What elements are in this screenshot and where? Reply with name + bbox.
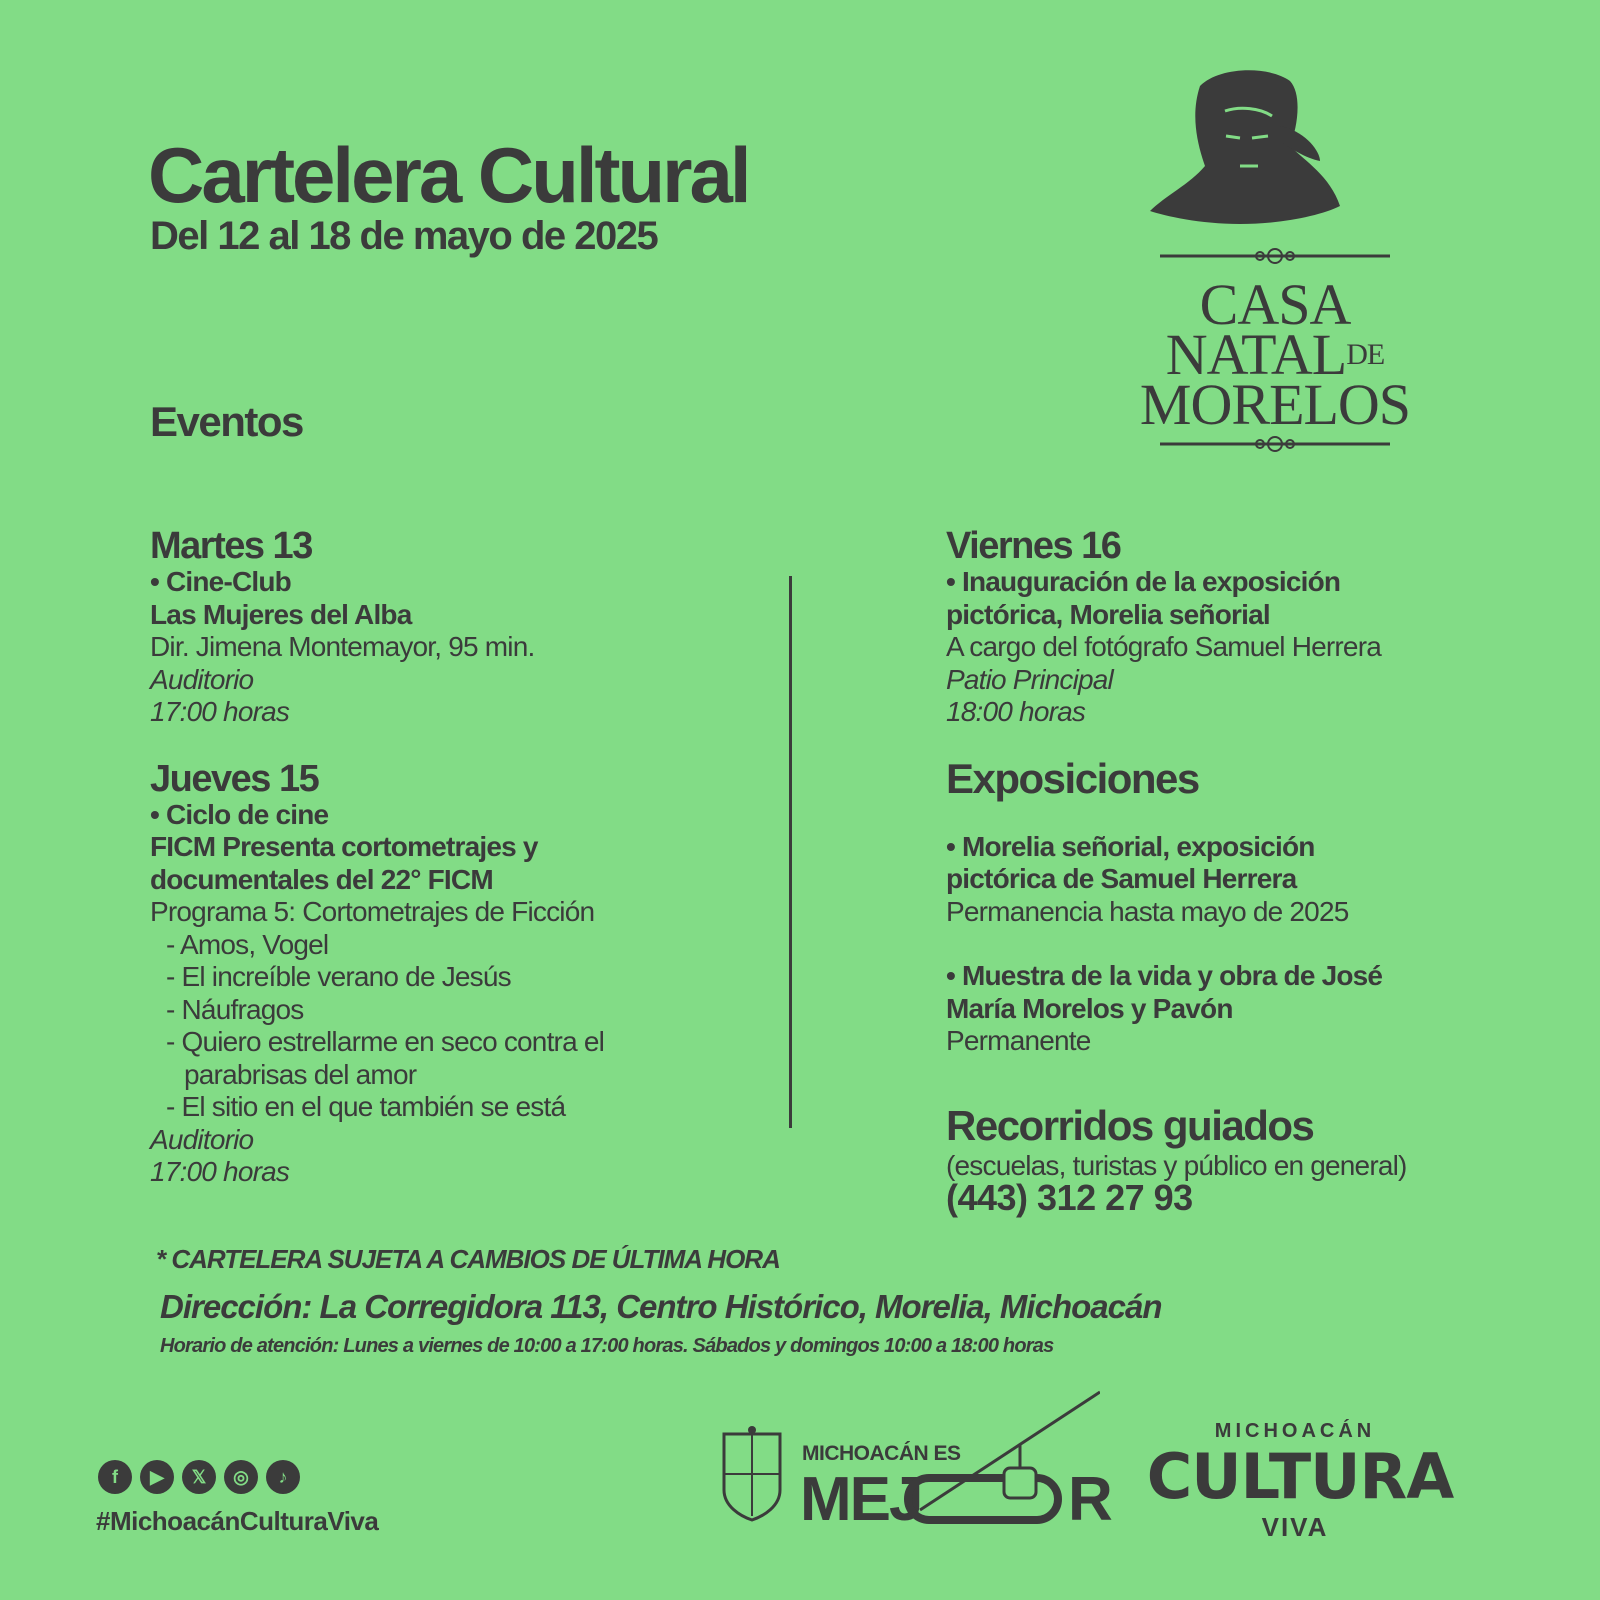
recorridos-detail: (escuelas, turistas y público en general) bbox=[946, 1149, 1407, 1181]
film-item: - El sitio en el que también se está bbox=[166, 1091, 566, 1122]
recorridos-phone: (443) 312 27 93 bbox=[946, 1177, 1193, 1218]
column-divider bbox=[789, 576, 792, 1128]
hashtag: #MichoacánCulturaViva bbox=[96, 1506, 379, 1536]
film-item: - El increíble verano de Jesús bbox=[166, 961, 511, 992]
viernes-day: Viernes 16 bbox=[946, 525, 1121, 567]
recorridos-heading: Recorridos guiados bbox=[946, 1101, 1314, 1149]
jueves-venue: Auditorio bbox=[150, 1123, 254, 1155]
eventos-heading: Eventos bbox=[150, 398, 303, 445]
film-item-continuation: parabrisas del amor bbox=[184, 1058, 417, 1090]
morelos-portrait-icon bbox=[1130, 66, 1420, 246]
jueves-program: Programa 5: Cortometrajes de Ficción bbox=[150, 896, 595, 927]
viernes-credits: A cargo del fotógrafo Samuel Herrera bbox=[946, 631, 1382, 662]
mejor-main-left: MEJ bbox=[800, 1465, 922, 1534]
michoacan-es-mejor-logo bbox=[720, 1390, 1113, 1540]
logo-line-de: DE bbox=[1346, 338, 1385, 371]
left-column bbox=[150, 526, 770, 1189]
cultura-bottom-text: VIVA bbox=[1261, 1512, 1329, 1542]
instagram-icon[interactable]: ◎ bbox=[224, 1460, 258, 1494]
x-icon[interactable]: 𝕏 bbox=[182, 1460, 216, 1494]
martes-day: Martes 13 bbox=[150, 525, 312, 567]
address: Dirección: La Corregidora 113, Centro Histórico, Morelia, Michoacán bbox=[160, 1288, 1162, 1325]
logo-line-morelos: MORELOS bbox=[1139, 372, 1411, 437]
mejor-main-right: R bbox=[1068, 1465, 1113, 1534]
tiktok-icon[interactable]: ♪ bbox=[266, 1460, 300, 1494]
expo-2-detail: Permanente bbox=[946, 1025, 1091, 1056]
casa-natal-logo bbox=[1130, 66, 1420, 466]
expo-1-title-line1: • Morelia señorial, exposición bbox=[946, 830, 1315, 862]
social-icons bbox=[98, 1460, 300, 1494]
state-shield-icon bbox=[720, 1426, 784, 1522]
martes-title: Las Mujeres del Alba bbox=[150, 598, 412, 630]
page-title: Cartelera Cultural bbox=[148, 131, 749, 219]
martes-type: • Cine-Club bbox=[150, 566, 291, 597]
youtube-icon[interactable]: ▶ bbox=[140, 1460, 174, 1494]
cultura-top-text: MICHOACÁN bbox=[1214, 1420, 1376, 1442]
logo-line-casa: CASA bbox=[1199, 272, 1351, 337]
viernes-venue: Patio Principal bbox=[946, 663, 1113, 695]
cultura-viva-logo bbox=[1140, 1420, 1470, 1550]
martes-venue: Auditorio bbox=[150, 663, 254, 695]
expo-1-detail: Permanencia hasta mayo de 2025 bbox=[946, 895, 1349, 927]
ornament-top-icon bbox=[1160, 248, 1390, 264]
facebook-icon[interactable]: f bbox=[98, 1460, 132, 1494]
expo-2-title-line2: María Morelos y Pavón bbox=[946, 992, 1233, 1024]
exposiciones-heading: Exposiciones bbox=[946, 754, 1199, 802]
martes-credits: Dir. Jimena Montemayor, 95 min. bbox=[150, 631, 535, 662]
disclaimer-note: * CARTELERA SUJETA A CAMBIOS DE ÚLTIMA HORA bbox=[156, 1244, 780, 1274]
jueves-time: 17:00 horas bbox=[150, 1156, 290, 1187]
cultura-main-text: CULTURA bbox=[1146, 1440, 1454, 1513]
viernes-time: 18:00 horas bbox=[946, 696, 1086, 727]
date-range: Del 12 al 18 de mayo de 2025 bbox=[150, 214, 658, 258]
ornament-bottom-icon bbox=[1160, 436, 1390, 452]
expo-1-title-line2: pictórica de Samuel Herrera bbox=[946, 863, 1297, 894]
film-item: - Náufragos bbox=[166, 993, 304, 1025]
jueves-title-line2: documentales del 22° FICM bbox=[150, 863, 493, 895]
logo-line-natal: NATAL bbox=[1165, 322, 1347, 387]
film-item: - Amos, Vogel bbox=[166, 928, 329, 960]
viernes-title-line1: • Inauguración de la exposición bbox=[946, 566, 1341, 597]
right-column bbox=[946, 525, 1506, 1218]
jueves-day: Jueves 15 bbox=[150, 757, 319, 800]
viernes-title-line2: pictórica, Morelia señorial bbox=[946, 598, 1270, 630]
jueves-type: • Ciclo de cine bbox=[150, 798, 329, 830]
martes-time: 17:00 horas bbox=[150, 696, 290, 727]
opening-hours: Horario de atención: Lunes a viernes de 10:00 a 17:00 horas. Sábados y domingos 10:00 a 18:00 horas bbox=[160, 1335, 1054, 1357]
jueves-title-line1: FICM Presenta cortometrajes y bbox=[150, 831, 538, 862]
mejor-top-text: MICHOACÁN ES bbox=[802, 1442, 961, 1465]
film-item: - Quiero estrellarme en seco contra el bbox=[166, 1026, 605, 1057]
expo-2-title-line1: • Muestra de la vida y obra de José bbox=[946, 960, 1383, 991]
